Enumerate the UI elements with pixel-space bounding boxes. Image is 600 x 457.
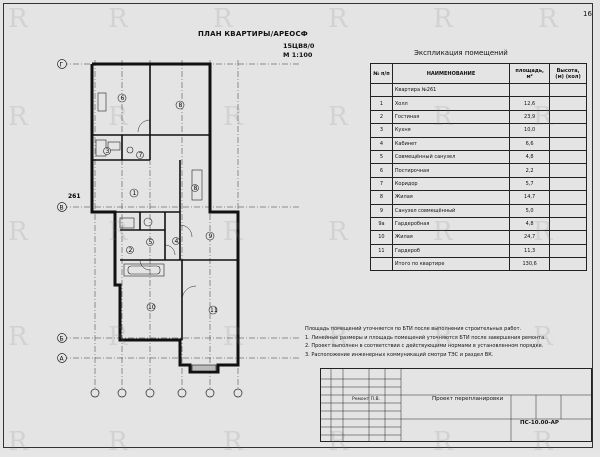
cell-num: 1 bbox=[371, 97, 393, 110]
watermark-glyph: R bbox=[328, 217, 348, 247]
watermark-glyph: R bbox=[8, 4, 28, 34]
cell-num: 10 bbox=[371, 231, 393, 244]
watermark-glyph: R bbox=[533, 427, 553, 457]
cell-num: 7 bbox=[371, 177, 393, 190]
cell-name: Санузел совмещённый bbox=[392, 204, 509, 217]
room-label: 1 bbox=[132, 190, 137, 197]
table-row bbox=[371, 97, 587, 110]
watermark-glyph: R bbox=[213, 4, 233, 34]
balcony bbox=[192, 365, 216, 371]
watermark-glyph: R bbox=[538, 4, 558, 34]
title-block-author: Ремонт П.В. bbox=[352, 397, 380, 402]
watermark-glyph: R bbox=[433, 217, 453, 247]
note-line: 1. Линейные размеры и площадь помещений уточняются БТИ после завершения ремонта. bbox=[305, 334, 546, 341]
watermark-glyph: R bbox=[433, 4, 453, 34]
door-swings bbox=[138, 120, 196, 300]
cell-num: 5 bbox=[371, 150, 393, 163]
watermark-glyph: R bbox=[108, 4, 128, 34]
note-line: Площадь помещений уточняется по БТИ после выполнения строительных работ. bbox=[305, 326, 522, 332]
room-label: 8 bbox=[178, 102, 183, 109]
cell-name: Жилая bbox=[392, 231, 509, 244]
watermark-glyph: R bbox=[328, 4, 348, 34]
cell-num: 3 bbox=[371, 124, 393, 137]
title-block-title: Проект перепланировки bbox=[432, 396, 504, 402]
cell-area: 130,6 bbox=[510, 258, 550, 271]
apartment-marker-label: 261 bbox=[68, 193, 81, 200]
cell-area: 2,2 bbox=[510, 164, 550, 177]
axis-label-g: Г bbox=[59, 61, 64, 69]
watermark-glyph: R bbox=[328, 427, 348, 457]
cell-name: Кухня bbox=[392, 124, 509, 137]
room-schedule-table bbox=[370, 63, 587, 271]
watermark-glyph: R bbox=[108, 322, 128, 352]
table-row bbox=[371, 204, 587, 217]
watermark-glyph: R bbox=[533, 217, 553, 247]
watermark-glyph: R bbox=[223, 427, 243, 457]
axis-label-v: В bbox=[59, 204, 64, 212]
watermark-glyph: R bbox=[433, 322, 453, 352]
room-label: 9 bbox=[208, 233, 213, 240]
watermark-glyph: R bbox=[8, 102, 28, 132]
table-row bbox=[371, 164, 587, 177]
watermark-glyph: R bbox=[223, 322, 243, 352]
cell-num: 8 bbox=[371, 191, 393, 204]
cell-area: 5,0 bbox=[510, 204, 550, 217]
room-label: 10 bbox=[148, 304, 156, 311]
sheet-number: 16 bbox=[583, 10, 592, 18]
column-header: Высота, (м) (кол) bbox=[550, 64, 587, 84]
cell-area: 5,7 bbox=[510, 177, 550, 190]
cell-name: Жилая bbox=[392, 191, 509, 204]
cell-num: 11 bbox=[371, 244, 393, 257]
cell-num: 2 bbox=[371, 110, 393, 123]
section-label: Квартира №261 bbox=[392, 84, 509, 97]
watermark-glyph: R bbox=[433, 427, 453, 457]
cell-area: 4,8 bbox=[510, 150, 550, 163]
watermark-glyph: R bbox=[223, 217, 243, 247]
cell-name: Холл bbox=[392, 97, 509, 110]
axis-label-a: А bbox=[59, 355, 64, 363]
cell-num bbox=[371, 258, 393, 271]
watermark-glyph: R bbox=[328, 322, 348, 352]
table-row bbox=[371, 191, 587, 204]
watermark-glyph: R bbox=[433, 102, 453, 132]
table-row bbox=[371, 110, 587, 123]
title-block-code: ПС-10.00-АР bbox=[520, 420, 559, 426]
cell-name: Коридор bbox=[392, 177, 509, 190]
cell-name: Постирочная bbox=[392, 164, 509, 177]
table-section-row bbox=[371, 84, 587, 97]
cell-area: 10,0 bbox=[510, 124, 550, 137]
room-label: 6 bbox=[120, 95, 125, 102]
room-label: 5 bbox=[148, 239, 153, 246]
watermark-glyph: R bbox=[533, 322, 553, 352]
cell-num: 9 bbox=[371, 204, 393, 217]
cell-name: Совмещённый санузел bbox=[392, 150, 509, 163]
cell-area: 23,9 bbox=[510, 110, 550, 123]
watermark-glyph: R bbox=[108, 427, 128, 457]
table-row bbox=[371, 137, 587, 150]
watermark-glyph: R bbox=[108, 102, 128, 132]
note-line: 2. Проект выполнен в соответствии с действующими нормами в установленном порядке. bbox=[305, 343, 544, 350]
room-label: 11 bbox=[210, 307, 218, 314]
note-line: 3. Расположение инженерных коммуникаций смотри ТЭС и раздел ВК. bbox=[305, 351, 494, 358]
watermark-glyph: R bbox=[533, 102, 553, 132]
table-row bbox=[371, 150, 587, 163]
cell-name: Кабинет bbox=[392, 137, 509, 150]
cell-area: 4,8 bbox=[510, 217, 550, 230]
cell-name: Итого по квартире bbox=[392, 258, 509, 271]
table-row bbox=[371, 177, 587, 190]
cell-num: 4 bbox=[371, 137, 393, 150]
cell-num: 9а bbox=[371, 217, 393, 230]
room-label: 4 bbox=[174, 238, 179, 245]
plan-scale: М 1:100 bbox=[283, 51, 313, 59]
plan-title: ПЛАН КВАРТИРЫ/АРЕОСФ bbox=[198, 30, 308, 38]
table-row bbox=[371, 258, 587, 271]
watermark-glyph: R bbox=[8, 427, 28, 457]
table-row bbox=[371, 124, 587, 137]
room-label: 8 bbox=[193, 185, 198, 192]
room-label: 7 bbox=[138, 152, 143, 159]
table-title: Экспликация помещений bbox=[414, 49, 508, 57]
watermark-glyph: R bbox=[328, 102, 348, 132]
cell-area: 12,6 bbox=[510, 97, 550, 110]
cell-area: 24,7 bbox=[510, 231, 550, 244]
axis-label-b: Б bbox=[59, 335, 64, 343]
cell-area: 14,7 bbox=[510, 191, 550, 204]
cell-area: 6,6 bbox=[510, 137, 550, 150]
watermark-glyph: R bbox=[223, 102, 243, 132]
plan-subtitle: 15ЦВ8/0 bbox=[283, 42, 315, 50]
room-label: 3 bbox=[105, 148, 110, 155]
table-row bbox=[371, 244, 587, 257]
column-header: площадь, м² bbox=[510, 64, 550, 84]
watermark-glyph: R bbox=[8, 322, 28, 352]
table-row bbox=[371, 217, 587, 230]
cell-name: Гардеробная bbox=[392, 217, 509, 230]
table-header-row bbox=[371, 64, 587, 84]
watermark-glyph: R bbox=[8, 217, 28, 247]
cell-name: Гардероб bbox=[392, 244, 509, 257]
cell-name: Гостиная bbox=[392, 110, 509, 123]
table-row bbox=[371, 231, 587, 244]
cell-num: 6 bbox=[371, 164, 393, 177]
column-header: НАИМЕНОВАНИЕ bbox=[392, 64, 509, 84]
watermark-glyph: R bbox=[108, 217, 128, 247]
room-label: 2 bbox=[128, 247, 133, 254]
cell-area: 11,3 bbox=[510, 244, 550, 257]
column-header: № п/п bbox=[371, 64, 393, 84]
